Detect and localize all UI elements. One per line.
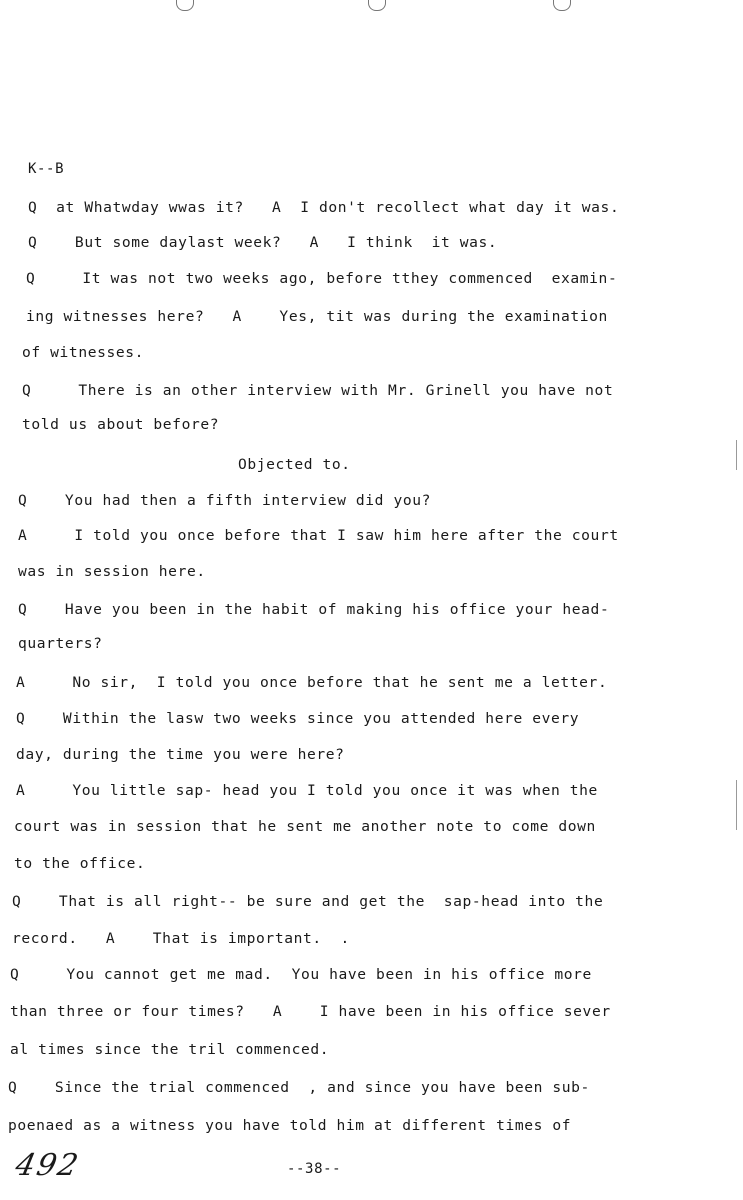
transcript-line: day, during the time you were here? [16, 746, 345, 763]
handwritten-page-number: 492 [12, 1148, 83, 1183]
punch-hole-mark [176, 0, 194, 11]
transcript-line: quarters? [18, 635, 103, 652]
transcript-line: Q That is all right-- be sure and get the sap-head into the [12, 893, 604, 910]
transcript-line: was in session here. [18, 563, 206, 580]
transcript-line: to the office. [14, 855, 146, 872]
transcript-line: Q It was not two weeks ago, before tthey commenced examin- [26, 270, 618, 287]
transcript-line: Q Within the lasw two weeks since you attended here every [16, 710, 580, 727]
transcript-line: A You little sap- head you I told you once it was when the [16, 782, 598, 799]
transcript-line: Q There is an other interview with Mr. Grinell you have not [22, 382, 614, 399]
objection-line: Objected to. [238, 456, 351, 473]
transcript-line: Q You had then a fifth interview did you? [18, 492, 431, 509]
transcript-line: record. A That is important. . [12, 930, 350, 947]
transcript-line: poenaed as a witness you have told him at different times of [8, 1117, 572, 1134]
punch-hole-mark [553, 0, 571, 11]
punch-hole-mark [368, 0, 386, 11]
transcript-line: Q Have you been in the habit of making his office your head- [18, 601, 610, 618]
transcript-line: Q at Whatwday wwas it? A I don't recollect what day it was. [28, 199, 620, 216]
page-number: --38-- [287, 1161, 342, 1177]
transcript-line: Q Since the trial commenced , and since you have been sub- [8, 1079, 590, 1096]
transcript-line: Q You cannot get me mad. You have been in his office more [10, 966, 592, 983]
transcript-line: al times since the tril commenced. [10, 1041, 330, 1058]
transcript-line: Q But some daylast week? A I think it was. [28, 234, 498, 251]
transcript-line: told us about before? [22, 416, 220, 433]
transcript-line: A I told you once before that I saw him here after the court [18, 527, 619, 544]
transcript-line: than three or four times? A I have been in his office sever [10, 1003, 611, 1020]
page-header: K--B [28, 161, 65, 177]
transcript-line: court was in session that he sent me another note to come down [14, 818, 596, 835]
transcript-line: A No sir, I told you once before that he sent me a letter. [16, 674, 608, 691]
transcript-line: ing witnesses here? A Yes, tit was during the examination [26, 308, 608, 325]
transcript-line: of witnesses. [22, 344, 145, 361]
